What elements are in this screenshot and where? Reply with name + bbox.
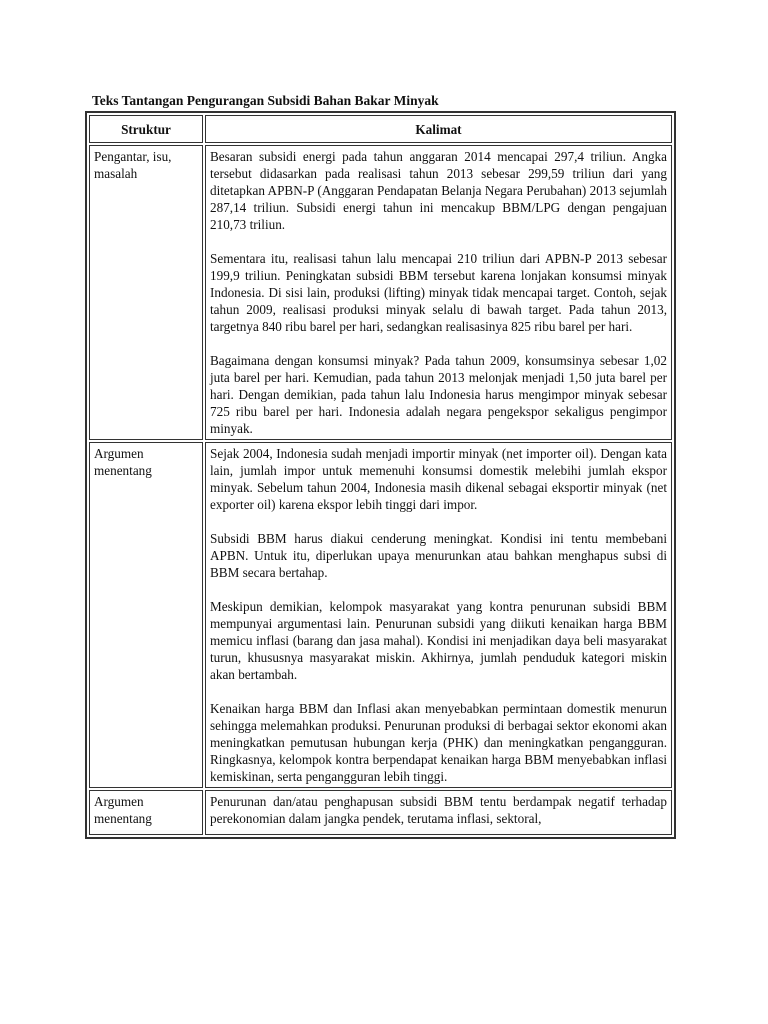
header-kalimat: Kalimat xyxy=(205,115,672,143)
paragraph: Bagaimana dengan konsumsi minyak? Pada tahun 2009, konsumsinya sebesar 1,02 juta barel per hari. Kemudian, pada tahun 2013 melonjak menjadi 1,50 juta barel per hari. Dengan demikian, pada tahun lalu Indonesia harus mengimpor minyak sebesar 725 ribu barel per hari. Indonesia adalah negara pengekspor sekaligus pengimpor minyak. xyxy=(210,353,667,436)
paragraph: Meskipun demikian, kelompok masyarakat yang kontra penurunan subsidi BBM mempunyai argumentasi lain. Penurunan subsidi yang diikuti kenaikan harga BBM memicu inflasi (barang dan jasa mahal). Kondisi ini menjadikan daya beli masyarakat turun, khususnya masyarakat miskin. Akhirnya, jumlah penduduk kategori miskin akan bertambah. xyxy=(210,599,667,682)
table-row xyxy=(89,790,672,835)
kalimat-cell xyxy=(205,790,672,835)
kalimat-cell xyxy=(205,145,672,440)
kalimat-cell xyxy=(205,442,672,788)
struktur-cell: Argumen menentang xyxy=(89,442,203,788)
paragraph: Sejak 2004, Indonesia sudah menjadi importir minyak (net importer oil). Dengan kata lain, jumlah impor untuk memenuhi konsumsi domestik melebihi jumlah ekspor minyak. Sebelum tahun 2004, Indonesia masih dikenal sebagai eksportir minyak (net exporter oil) karena ekspor lebih tinggi dari impor. xyxy=(210,446,667,512)
header-struktur: Struktur xyxy=(89,115,203,143)
struktur-cell: Pengantar, isu, masalah xyxy=(89,145,203,440)
document-title: Teks Tantangan Pengurangan Subsidi Bahan Bakar Minyak xyxy=(92,93,439,108)
table-row xyxy=(89,442,672,788)
paragraph: Subsidi BBM harus diakui cenderung meningkat. Kondisi ini tentu membebani APBN. Untuk itu, diperlukan upaya menurunkan atau bahkan menghapus subsi di BBM secara bertahap. xyxy=(210,531,667,580)
struktur-cell: Argumen menentang xyxy=(89,790,203,835)
table-header-row xyxy=(89,115,672,143)
structure-table xyxy=(85,111,676,839)
paragraph: Penurunan dan/atau penghapusan subsidi BBM tentu berdampak negatif terhadap perekonomian dalam jangka pendek, terutama inflasi, sektoral, xyxy=(210,794,667,826)
paragraph: Besaran subsidi energi pada tahun anggaran 2014 mencapai 297,4 triliun. Angka tersebut didasarkan pada realisasi tahun 2013 sebesar 299,59 triliun dari yang ditetapkan APBN-P (Anggaran Pendapatan Belanja Negara Perubahan) 2013 sejumlah 287,14 triliun. Subsidi energi tahun ini mencakup BBM/LPG dengan pengajuan 210,73 triliun. xyxy=(210,149,667,232)
paragraph: Kenaikan harga BBM dan Inflasi akan menyebabkan permintaan domestik menurun sehingga melemahkan produksi. Penurunan produksi di berbagai sektor ekonomi akan meningkatkan pemutusan hubungan kerja (PHK) dan meningkatkan pengangguran. Ringkasnya, kelompok kontra berpendapat kenaikan harga BBM menyebabkan inflasi kemiskinan, serta pengangguran lebih tinggi. xyxy=(210,701,667,784)
paragraph: Sementara itu, realisasi tahun lalu mencapai 210 triliun dari APBN-P 2013 sebesar 199,9 triliun. Peningkatan subsidi BBM tersebut karena lonjakan konsumsi minyak Indonesia. Di sisi lain, produksi (lifting) minyak tidak mencapai target. Contoh, sejak tahun 2009, realisasi produksi minyak selalu di bawah target. Pada tahun 2013, targetnya 840 ribu barel per hari, sedangkan realisasinya 825 ribu barel per hari. xyxy=(210,251,667,334)
table-row xyxy=(89,145,672,440)
